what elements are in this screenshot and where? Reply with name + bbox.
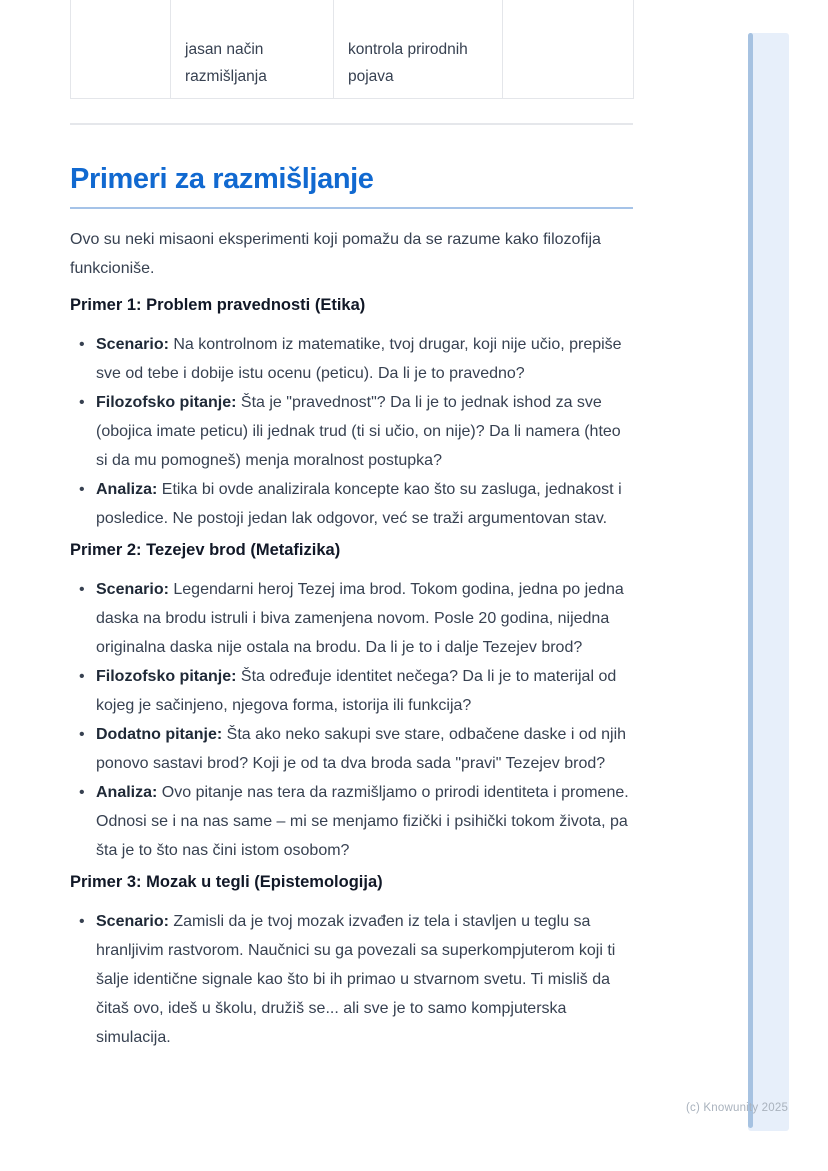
list-item xyxy=(70,907,633,1052)
document-content xyxy=(70,0,633,1052)
list-item xyxy=(70,662,633,720)
bullet-text: Zamisli da je tvoj mozak izvađen iz tela i stavljen u teglu sa hranljivim rastvorom. Naučnici su ga povezali sa superkompjuterom koji ti šalje identične signale kao što bi ih primao u stvarnom svetu. Ti misliš da čitaš ovo, ideš u školu, družiš se... ali sve je to samo kompjuterska simulacija. xyxy=(96,913,616,1046)
bullet-list xyxy=(70,575,633,865)
list-item xyxy=(70,575,633,662)
bullet-label: Filozofsko pitanje: xyxy=(96,668,237,685)
list-item xyxy=(70,720,633,778)
bullet-text: Etika bi ovde analizirala koncepte kao što su zasluga, jednakost i posledice. Ne postoji jedan lak odgovor, već se traži argumentovan stav. xyxy=(96,481,622,527)
bullet-text: Legendarni heroj Tezej ima brod. Tokom godina, jedna po jedna daska na brodu istruli i biva zamenjena novom. Posle 20 godina, nijedna originalna daska nije ostala na brodu. Da li je to i dalje Tezejev brod? xyxy=(96,581,624,656)
intro-paragraph: Ovo su neki misaoni eksperimenti koji pomažu da se razume kako filozofija funkcioniše. xyxy=(70,231,601,277)
example-section xyxy=(70,536,633,865)
table-cell xyxy=(71,0,171,98)
bullet-label: Analiza: xyxy=(96,784,158,801)
scrollbar-thumb[interactable] xyxy=(748,33,753,1128)
list-item xyxy=(70,778,633,865)
table-cell: kontrola prirodnih pojava xyxy=(334,0,503,98)
example-section xyxy=(70,868,633,1052)
bullet-label: Scenario: xyxy=(96,581,169,598)
watermark: (c) Knowunity 2025 xyxy=(686,1102,789,1114)
section-title: Primer 2: Tezejev brod (Metafizika) xyxy=(70,541,341,559)
bullet-label: Dodatno pitanje: xyxy=(96,726,223,743)
scrollbar-track[interactable] xyxy=(748,33,789,1131)
bullet-text: Na kontrolnom iz matematike, tvoj drugar, koji nije učio, prepiše sve od tebe i dobije istu ocenu (peticu). Da li je to pravedno? xyxy=(96,336,622,382)
bullet-text: Šta određuje identitet nečega? Da li je to materijal od kojeg je sačinjeno, njegova forma, istorija ili funkcija? xyxy=(96,668,617,714)
section-title: Primer 1: Problem pravednosti (Etika) xyxy=(70,296,366,314)
bullet-label: Filozofsko pitanje: xyxy=(96,394,237,411)
table-cell: jasan način razmišljanja xyxy=(171,0,334,98)
bullet-label: Scenario: xyxy=(96,336,169,353)
table-cell xyxy=(503,0,634,98)
section-title: Primer 3: Mozak u tegli (Epistemologija) xyxy=(70,873,383,891)
bullet-label: Scenario: xyxy=(96,913,169,930)
list-item xyxy=(70,475,633,533)
sections xyxy=(70,291,633,1052)
bullet-list xyxy=(70,330,633,533)
content-divider xyxy=(70,123,633,125)
example-section xyxy=(70,291,633,533)
page-title: Primeri za razmišljanje xyxy=(70,162,633,209)
bullet-text: Ovo pitanje nas tera da razmišljamo o prirodi identiteta i promene. Odnosi se i na nas same – mi se menjamo fizički i psihički tokom života, pa šta je to što nas čini istom osobom? xyxy=(96,784,629,859)
bullet-label: Analiza: xyxy=(96,481,158,498)
list-item xyxy=(70,330,633,388)
comparison-table-fragment xyxy=(70,0,634,99)
list-item xyxy=(70,388,633,475)
bullet-list xyxy=(70,907,633,1052)
bullet-text: Šta ako neko sakupi sve stare, odbačene daske i od njih ponovo sastavi brod? Koji je od ta dva broda sada "pravi" Tezejev brod? xyxy=(96,726,627,772)
bullet-text: Šta je "pravednost"? Da li je to jednak ishod za sve (obojica imate peticu) ili jednak trud (ti si učio, on nije)? Da li namera (hteo si da mu pomogneš) menja moralnost postupka? xyxy=(96,394,621,469)
